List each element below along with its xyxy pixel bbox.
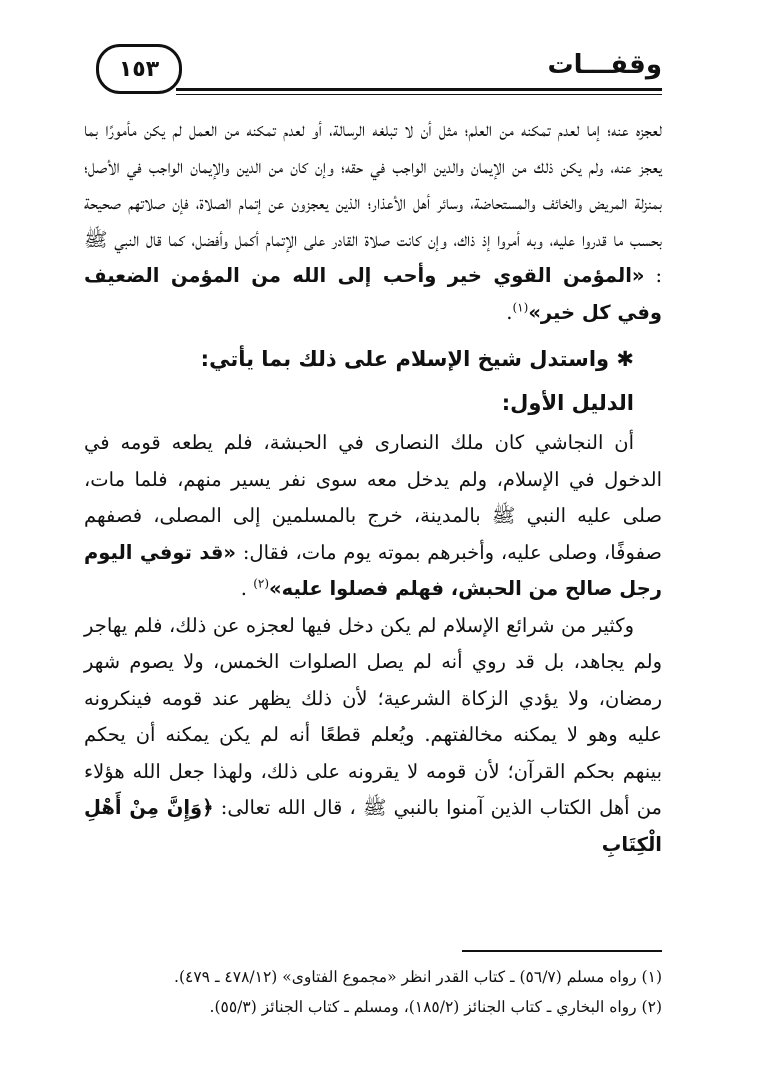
section-heading bbox=[84, 337, 662, 381]
paragraph-text: لعجزه عنه؛ إما لعدم تمكنه من العلم؛ مثل أن لا تبلغه الرسالة، أو لعدم تمكنه من العمل لم يكن مأمورًا بما يعجز عنه، ولم يكن ذلك من الإيمان والدين الواجب في حقه؛ وإن كان من الدين والإيمان الواجب في الأصل؛ بمنزلة المريض والخائف والمستحاضة، وسائر أهل الأعذار؛ الذين يعجزون عن إتمام الصلاة، فإن صلاتهم صحيحة بحسب ما قدروا عليه، وبه أمروا إذ ذاك، وإن كانت صلاة القادر على الإتمام أكمل وأفضل، كما قال النبي ﷺ : bbox=[84, 118, 663, 287]
header-rule bbox=[176, 88, 662, 91]
footnote-separator bbox=[462, 950, 662, 952]
subheading: الدليل الأول: bbox=[501, 391, 634, 415]
paragraph: لعجزه عنه؛ إما لعدم تمكنه من العلم؛ مثل أن لا تبلغه الرسالة، أو لعدم تمكنه من العمل لم يكن مأمورًا بما يعجز عنه، ولم يكن ذلك من الإيمان والدين الواجب في حقه؛ وإن كان من الدين والإيمان الواجب في الأصل؛ بمنزلة المريض والخائف والمستحاضة، وسائر أهل الأعذار؛ الذين يعجزون عن إتمام الصلاة، فإن صلاتهم صحيحة بحسب ما قدروا عليه، وبه أمروا إذ ذاك، وإن كانت صلاة القادر على الإتمام أكمل وأفضل، كما قال النبي ﷺ : «المؤمن القوي خير وأحب إلى الله من المؤمن الضعيف وفي كل خير»$^{(١)}$. bbox=[84, 118, 663, 324]
paragraph: أن النجاشي كان ملك النصارى في الحبشة، فلم يطعه قومه في الدخول في الإسلام، ولم يدخل معه سوى نفر يسير منهم، فلما مات، صلى عليه النبي ﷺ بالمدينة، خرج بالمسلمين إلى المصلى، فصفهم صفوفًا، وصلى عليه، وأخبرهم بموته يوم مات، فقال: «قد توفي اليوم رجل صالح من الحبش، فهلم فصلوا عليه»$^{(٢)}$ . bbox=[84, 431, 662, 600]
page-header bbox=[96, 44, 662, 94]
paragraph-text: وكثير من شرائع الإسلام لم يكن دخل فيها لعجزه عن ذلك، فلم يهاجر ولم يجاهد، بل قد روي أنه لم يصل الصلوات الخمس، ولا يصوم شهر رمضان، ولا يؤدي الزكاة الشرعية؛ لأن ذلك يظهر عند قومه فينكرونه عليه وهو لا يمكنه مخالفتهم. ويُعلم قطعًا أنه لم يكن يمكنه أن يحكم بينهم بحكم القرآن؛ لأن قومه لا يقرونه على ذلك، ولهذا جعل الله هؤلاء من أهل الكتاب الذين آمنوا بالنبي ﷺ ، قال الله تعالى: bbox=[84, 613, 662, 819]
page-number: ١٥٣ bbox=[96, 44, 182, 94]
running-title: وقفـــات bbox=[547, 50, 662, 80]
footnotes bbox=[84, 962, 662, 1022]
footnote-ref: (٢) bbox=[253, 576, 270, 591]
footnote-ref: (١) bbox=[512, 300, 529, 314]
footnote: (٢) رواه البخاري ـ كتاب الجنائز (١٨٥/٢)، ومسلم ـ كتاب الجنائز (٥٥/٣). bbox=[209, 998, 662, 1016]
hadith-quote: «المؤمن القوي خير وأحب إلى الله من المؤمن الضعيف وفي كل خير» bbox=[84, 264, 662, 324]
hadith-quote: «قد توفي اليوم رجل صالح من الحبش، فهلم فصلوا عليه» bbox=[84, 540, 662, 600]
paragraph-text: أن النجاشي كان ملك النصارى في الحبشة، فلم يطعه قومه في الدخول في الإسلام، ولم يدخل معه سوى نفر يسير منهم، فلما مات، صلى عليه النبي ﷺ بالمدينة، خرج بالمسلمين إلى المصلى، فصفهم صفوفًا، وصلى عليه، وأخبرهم بموته يوم مات، فقال: bbox=[84, 431, 662, 564]
main-text bbox=[84, 112, 662, 863]
paragraph bbox=[84, 608, 662, 864]
star-icon: ✱ bbox=[616, 347, 634, 371]
section-heading-text: واستدل شيخ الإسلام على ذلك بما يأتي: bbox=[200, 347, 610, 371]
header-rule-thin bbox=[176, 94, 662, 95]
quran-quote: ﴿وَإِنَّ مِنْ أَهْلِ الْكِتَابِ bbox=[84, 796, 662, 856]
footnote: (١) رواه مسلم (٥٦/٧) ـ كتاب القدر انظر «مجموع الفتاوى» (٤٧٨/١٢ ـ ٤٧٩). bbox=[174, 968, 662, 986]
